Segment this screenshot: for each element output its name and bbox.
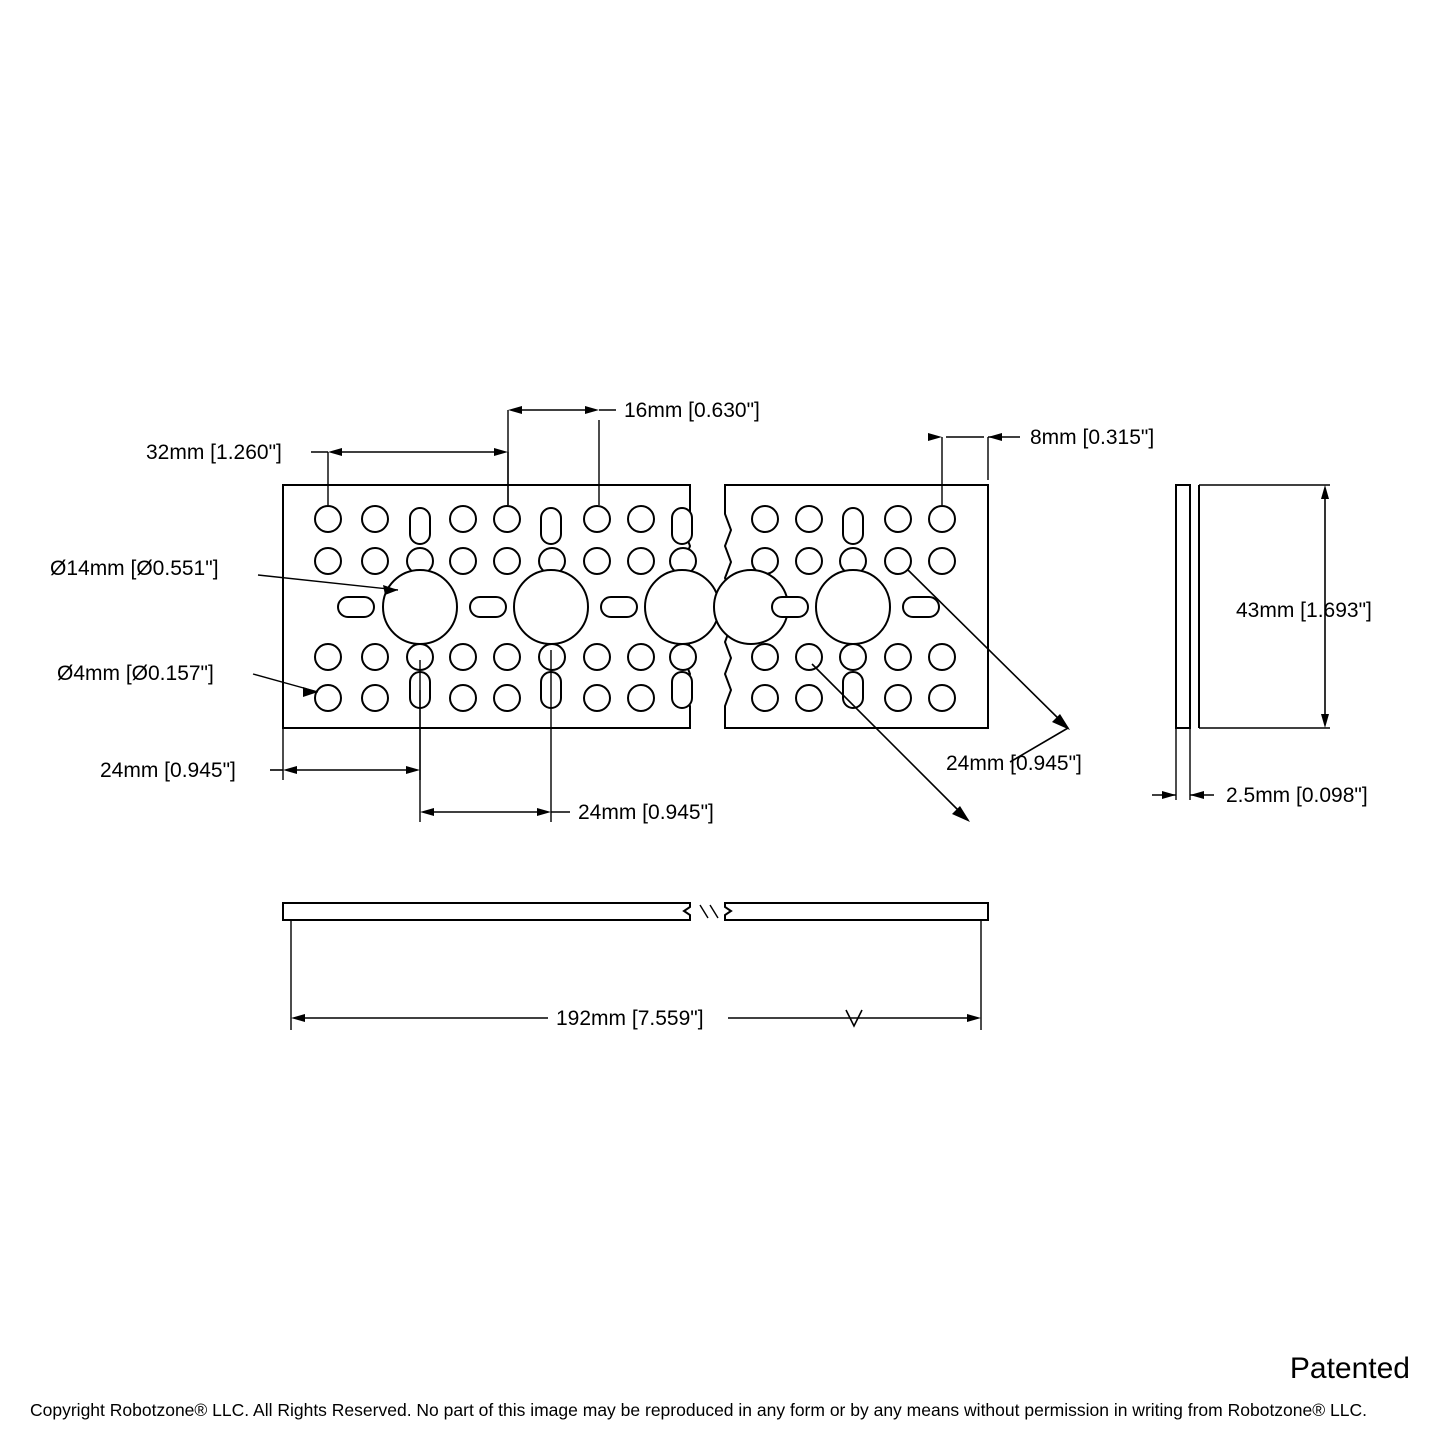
break-marks: [700, 905, 718, 918]
dim-192mm-label: 192mm [7.559"]: [556, 1007, 704, 1030]
dim-43mm-label: 43mm [1.693"]: [1236, 599, 1372, 622]
dimension-192mm: [291, 920, 981, 1032]
dimension-43mm: [1199, 485, 1372, 728]
dim-24mm-bottom-label: 24mm [0.945"]: [578, 801, 714, 824]
front-view-right: [714, 485, 988, 728]
dim-dia14-label: Ø14mm [Ø0.551"]: [50, 557, 219, 580]
dim-24mm-right-label: 24mm [0.945"]: [946, 752, 1082, 775]
front-view-left: [283, 485, 719, 728]
copyright-notice: Copyright Robotzone® LLC. All Rights Reserved. No part of this image may be reproduced in any form or by any means without permission in writing from Robotzone® LLC.: [30, 1400, 1367, 1420]
patented-label: Patented: [1289, 1352, 1410, 1385]
top-view: [283, 903, 988, 920]
dimension-dia-4mm: [57, 662, 318, 697]
dim-2-5mm-label: 2.5mm [0.098"]: [1226, 784, 1368, 807]
side-view: [1176, 485, 1200, 728]
dim-16mm-label: 16mm [0.630"]: [624, 399, 760, 422]
dim-24mm-left-label: 24mm [0.945"]: [100, 759, 236, 782]
dimension-2-5mm: [1152, 728, 1368, 807]
dim-dia4-label: Ø4mm [Ø0.157"]: [57, 662, 214, 685]
dim-32mm-label: 32mm [1.260"]: [146, 441, 282, 464]
dim-8mm-label: 8mm [0.315"]: [1030, 426, 1155, 449]
